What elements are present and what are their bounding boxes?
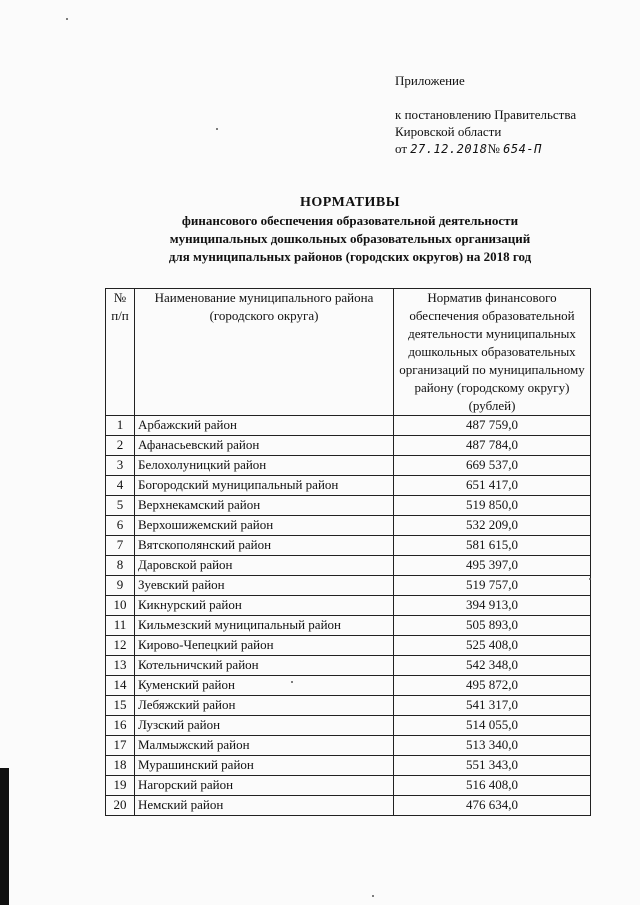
table-row (106, 596, 591, 616)
row-num: 6 (106, 516, 135, 536)
date-value: 27.12.2018 (410, 142, 488, 156)
scan-speck (589, 578, 591, 580)
row-value: 516 408,0 (394, 776, 591, 796)
row-value: 669 537,0 (394, 456, 591, 476)
number-value: 654-П (503, 142, 542, 156)
table-row (106, 616, 591, 636)
row-name: Богородский муниципальный район (135, 476, 394, 496)
row-name: Котельничский район (135, 656, 394, 676)
header-num: № п/п (106, 289, 135, 416)
row-num: 20 (106, 796, 135, 816)
row-value: 487 759,0 (394, 416, 591, 436)
title-main: НОРМАТИВЫ (300, 195, 400, 210)
number-prefix: № (487, 141, 500, 156)
row-name: Лузский район (135, 716, 394, 736)
row-name: Кикнурский район (135, 596, 394, 616)
row-num: 19 (106, 776, 135, 796)
row-value: 519 850,0 (394, 496, 591, 516)
row-num: 11 (106, 616, 135, 636)
table-row (106, 576, 591, 596)
table-row (106, 516, 591, 536)
scan-edge-bar (0, 768, 9, 905)
table-row (106, 536, 591, 556)
row-num: 15 (106, 696, 135, 716)
date-number-line (395, 140, 576, 158)
table-row (106, 416, 591, 436)
row-name: Даровской район (135, 556, 394, 576)
scan-speck (216, 128, 218, 130)
row-value: 487 784,0 (394, 436, 591, 456)
row-num: 16 (106, 716, 135, 736)
title-line-2: муниципальных дошкольных образовательных организаций (169, 231, 531, 246)
scan-speck (372, 895, 374, 897)
row-value: 551 343,0 (394, 756, 591, 776)
scan-speck (291, 681, 293, 683)
norms-table (105, 288, 591, 816)
table-row (106, 476, 591, 496)
table-row (106, 656, 591, 676)
row-name: Куменский район (135, 676, 394, 696)
row-value: 476 634,0 (394, 796, 591, 816)
date-prefix: от (395, 141, 408, 156)
row-value: 514 055,0 (394, 716, 591, 736)
row-num: 14 (106, 676, 135, 696)
table-row (106, 756, 591, 776)
row-num: 13 (106, 656, 135, 676)
row-num: 18 (106, 756, 135, 776)
row-num: 2 (106, 436, 135, 456)
row-name: Афанасьевский район (135, 436, 394, 456)
row-value: 394 913,0 (394, 596, 591, 616)
row-name: Малмыжский район (135, 736, 394, 756)
row-value: 541 317,0 (394, 696, 591, 716)
row-name: Вятскополянский район (135, 536, 394, 556)
table-row (106, 676, 591, 696)
row-name: Мурашинский район (135, 756, 394, 776)
table-row (106, 456, 591, 476)
row-name: Нагорский район (135, 776, 394, 796)
row-name: Кирово-Чепецкий район (135, 636, 394, 656)
table-row (106, 796, 591, 816)
table-row (106, 556, 591, 576)
row-num: 5 (106, 496, 135, 516)
row-value: 532 209,0 (394, 516, 591, 536)
row-num: 8 (106, 556, 135, 576)
row-num: 7 (106, 536, 135, 556)
row-name: Немский район (135, 796, 394, 816)
table-row (106, 696, 591, 716)
row-num: 3 (106, 456, 135, 476)
table-row (106, 436, 591, 456)
row-num: 10 (106, 596, 135, 616)
header-value: Норматив финансового обеспечения образовательной деятельности муниципальных дошкольных образовательных организаций по муниципальному району (городскому округу) (рублей) (394, 289, 591, 416)
row-value: 651 417,0 (394, 476, 591, 496)
appendix-block (395, 72, 576, 158)
row-value: 495 872,0 (394, 676, 591, 696)
row-value: 581 615,0 (394, 536, 591, 556)
row-name: Арбажский район (135, 416, 394, 436)
header-name: Наименование муниципального района (городского округа) (135, 289, 394, 416)
row-num: 1 (106, 416, 135, 436)
row-name: Верхошижемский район (135, 516, 394, 536)
row-name: Верхнекамский район (135, 496, 394, 516)
row-num: 9 (106, 576, 135, 596)
document-title (100, 194, 600, 266)
row-value: 513 340,0 (394, 736, 591, 756)
row-value: 519 757,0 (394, 576, 591, 596)
table-row (106, 776, 591, 796)
title-line-3: для муниципальных районов (городских округов) на 2018 год (168, 249, 532, 264)
row-value: 542 348,0 (394, 656, 591, 676)
scan-speck (66, 18, 68, 20)
row-num: 17 (106, 736, 135, 756)
table-row (106, 496, 591, 516)
row-value: 495 397,0 (394, 556, 591, 576)
appendix-label: Приложение (395, 73, 465, 88)
resolution-line: к постановлению Правительства (395, 107, 577, 122)
table-row (106, 716, 591, 736)
table-row (106, 636, 591, 656)
row-num: 12 (106, 636, 135, 656)
row-num: 4 (106, 476, 135, 496)
region-line: Кировской области (395, 124, 502, 139)
row-value: 505 893,0 (394, 616, 591, 636)
row-name: Белохолуницкий район (135, 456, 394, 476)
title-line-1: финансового обеспечения образовательной деятельности (181, 213, 519, 228)
table-header-row (106, 289, 591, 416)
row-name: Кильмезский муниципальный район (135, 616, 394, 636)
row-name: Лебяжский район (135, 696, 394, 716)
table-row (106, 736, 591, 756)
row-value: 525 408,0 (394, 636, 591, 656)
row-name: Зуевский район (135, 576, 394, 596)
